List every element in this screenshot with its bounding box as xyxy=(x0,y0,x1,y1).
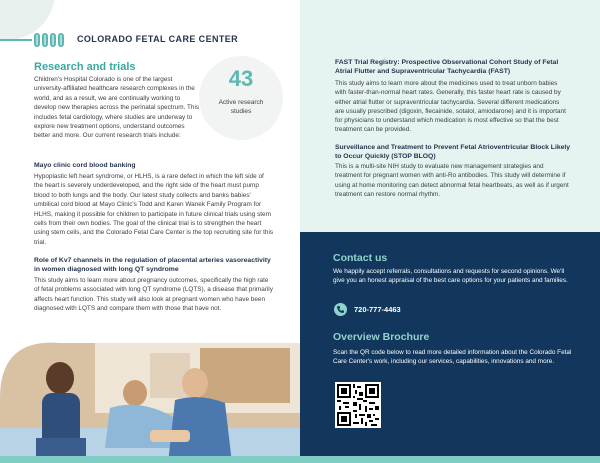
leaf-logo-icon xyxy=(33,30,71,50)
fast-trial-heading: FAST Trial Registry: Prospective Observational Cohort Study of Fetal Atrial Flutter and Supraventricular Tachycardia (FAST) xyxy=(335,59,559,75)
phone-icon xyxy=(334,303,347,316)
stat-number: 43 xyxy=(228,66,254,91)
kv7-body: This study aims to learn more about pregnancy outcomes, specifically the high rate of fetal problems associated with long QT syndrome (LQTS), a disease that primarily affects heart function. This study will also look at pregnant women who have been diagnosed with LQTS and compare them with those that have not. xyxy=(34,277,273,313)
contact-body: We happily accept referrals, consultations and requests for second opinions. We'll give you an honest appraisal of the best care options for your patients and families. xyxy=(333,268,568,285)
right-page-bottom xyxy=(300,232,600,463)
kv7-heading: Role of Kv7 channels in the regulation of placental arteries vasoreactivity in women diagnosed with long QT syndrome xyxy=(34,257,271,273)
qr-code[interactable] xyxy=(335,382,381,428)
stop-bloq-heading: Surveillance and Treatment to Prevent Fetal Atrioventricular Block Likely to Occur Quickly (STOP BLOQ) xyxy=(335,144,571,160)
bottom-accent-band xyxy=(0,456,600,463)
org-name: COLORADO FETAL CARE CENTER xyxy=(77,34,239,44)
logo-rule xyxy=(0,39,32,41)
research-section-title: Research and trials xyxy=(34,61,136,73)
mayo-body: Hypoplastic left heart syndrome, or HLHS, is a rare defect in which the left side of the heart is severely underdeveloped, and the right side of the heart must pump blood to both lungs and the body. Our latest study collects and banks babies' umbilical cord blood at Mayo Clinic's Todd and Karen Wanek Family Program for HLHS, making it possible for children to participate in future clinical trials using stem cells from their own bodies. The goal of the clinical trial is to strengthen the heart using stem cells, and the Colorado Fetal Care Center is the top recruiting site for this trial. xyxy=(34,173,274,246)
stat-callout xyxy=(199,56,283,140)
phone-number[interactable]: 720-777-4463 xyxy=(354,305,401,314)
stop-bloq-body: This is a multi-site NIH study to evaluate new management strategies and treatment for pregnant women with anti-Ro antibodies. This study will determine if using at home monitoring can detect abnormal fetal heartbeats, as well as if urgent treatment can restore normal rhythm. xyxy=(335,163,569,198)
brochure-body: Scan the QR code below to read more detailed information about the Colorado Fetal Care Center's work, including our services, capabilities, innovations and more. xyxy=(333,349,572,366)
clinic-photo xyxy=(0,338,300,463)
right-page-top xyxy=(300,0,600,232)
contact-title: Contact us xyxy=(333,252,388,264)
fast-trial-body: This study aims to learn more about the medicines used to treat unborn babies with faster-than-normal heart rates. Generally, this faster heart rate is caused by either atrial flutter or supraventricular tachycardia. Several different medications are usually prescribed (digoxin, flecainide, sotalol, amiodarone) and it is important for physicians to understand which medication is most effective so that the best treatment can be provided. xyxy=(335,80,566,134)
brochure-title: Overview Brochure xyxy=(333,331,430,343)
mayo-heading: Mayo clinic cord blood banking xyxy=(34,162,136,169)
stat-label: Active research studies xyxy=(218,99,264,115)
org-logo xyxy=(0,30,300,50)
research-intro: Children's Hospital Colorado is one of the largest university-affiliated healthcare research complexes in the world, and as a result, we are continually working to develop new therapies across the perinatal spectrum. This includes fetal cardiology, where studies are underway to explore new treatment options, understand outcomes better and more. Our current research trials include: xyxy=(34,76,200,140)
